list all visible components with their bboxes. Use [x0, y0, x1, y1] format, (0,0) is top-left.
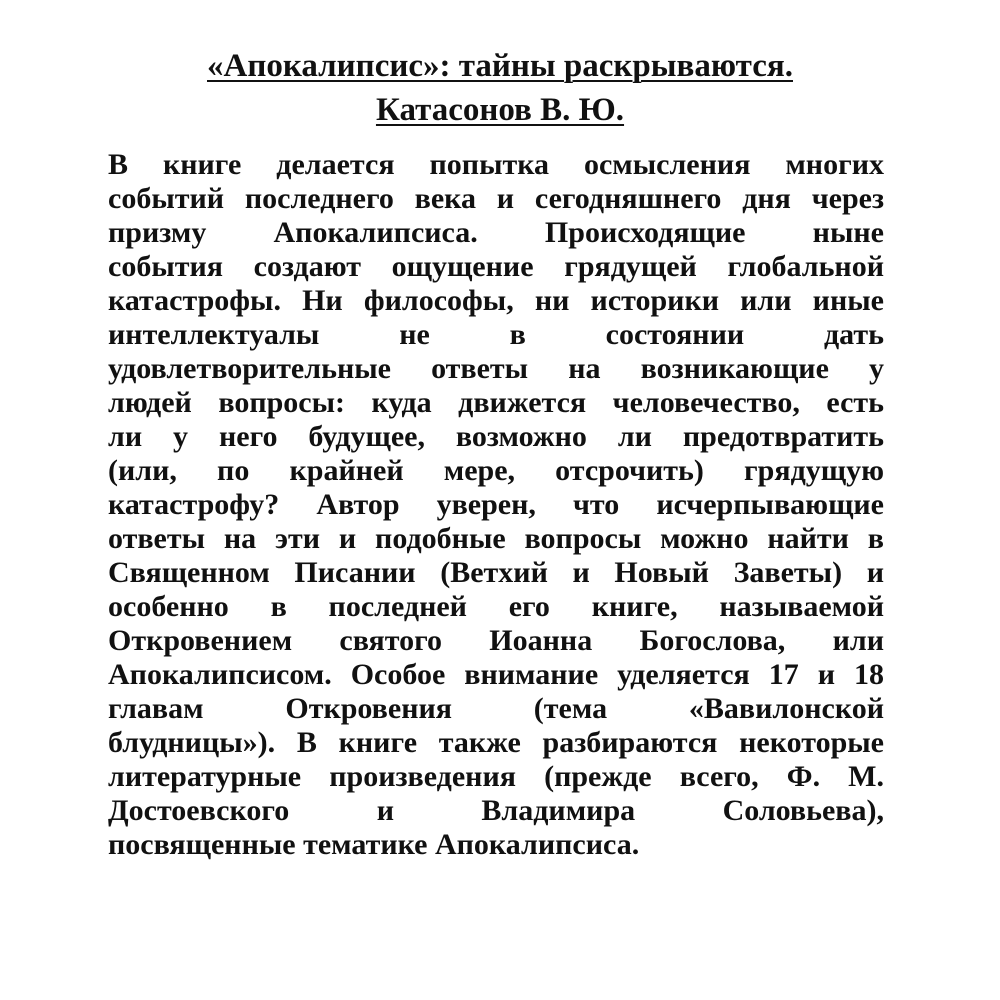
description-line: главам Откровения (тема «Вавилонской	[108, 692, 884, 725]
description-line: Священном Писании (Ветхий и Новый Заветы) и	[108, 556, 884, 589]
description-line: удовлетворительные ответы на возникающие у	[108, 352, 884, 385]
description-line: (или, по крайней мере, отсрочить) грядущую	[108, 454, 884, 487]
description-line: блудницы»). В книге также разбираются некоторые	[108, 726, 884, 759]
description-line: В книге делается попытка осмысления многих	[108, 148, 884, 181]
description-line: литературные произведения (прежде всего, Ф. М.	[108, 760, 884, 793]
book-author: Катасонов В. Ю.	[375, 92, 625, 128]
book-description	[108, 148, 884, 862]
description-line: Достоевского и Владимира Соловьева),	[108, 794, 884, 827]
description-line: Откровением святого Иоанна Богослова, или	[108, 624, 884, 657]
description-line: ли у него будущее, возможно ли предотвратить	[108, 420, 884, 453]
description-line: призму Апокалипсиса. Происходящие ныне	[108, 216, 884, 249]
description-line: событий последнего века и сегодняшнего дня через	[108, 182, 884, 215]
description-line: события создают ощущение грядущей глобальной	[108, 250, 884, 283]
book-title: «Апокалипсис»: тайны раскрываются.	[207, 48, 793, 84]
description-line: Апокалипсисом. Особое внимание уделяется 17 и 18	[108, 658, 884, 691]
description-line: интеллектуалы не в состоянии дать	[108, 318, 884, 351]
description-line: людей вопросы: куда движется человечество, есть	[108, 386, 884, 419]
description-line: особенно в последней его книге, называемой	[108, 590, 884, 623]
description-line: посвященные тематике Апокалипсиса.	[108, 828, 640, 861]
description-line: катастрофу? Автор уверен, что исчерпывающие	[108, 488, 884, 521]
description-line: ответы на эти и подобные вопросы можно найти в	[108, 522, 884, 555]
title-block	[0, 44, 1000, 132]
description-line: катастрофы. Ни философы, ни историки или иные	[108, 284, 884, 317]
